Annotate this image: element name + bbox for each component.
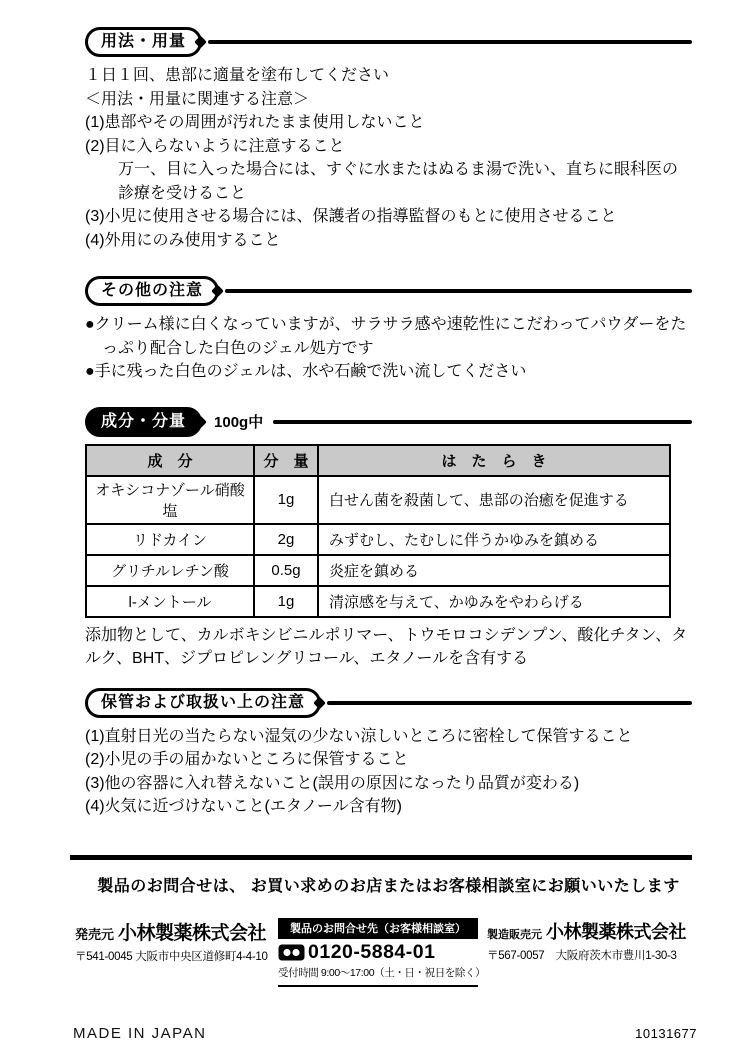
ingredient-function: 清涼感を与えて、かゆみをやわらげる	[318, 586, 670, 617]
seller-block	[75, 918, 275, 987]
table-row	[86, 586, 670, 617]
header-rule	[225, 289, 692, 293]
usage-note-heading: ＜用法・用量に関連する注意＞	[85, 90, 310, 108]
storage-title-badge: 保管および取扱い上の注意	[85, 688, 321, 718]
ingredient-amount: 2g	[254, 524, 318, 555]
seller-label: 発売元	[75, 926, 115, 942]
ingredient-name: オキシコナゾール硝酸塩	[86, 476, 254, 524]
usage-item-2-sub: 万一、目に入った場合には、すぐに水またはぬるま湯で洗い、直ちに眼科医の診療を受けること	[118, 161, 679, 202]
phone-number: 0120-5884-01	[308, 940, 436, 963]
seller-company-name: 小林製薬株式会社	[118, 922, 267, 944]
maker-company-name: 小林製薬株式会社	[546, 921, 686, 942]
ingredient-amount: 1g	[254, 586, 318, 617]
col-header-function: は た ら き	[318, 445, 670, 476]
other-notes-bullet-1: ●クリーム様に白くなっていますが、サラサラ感や速乾性にこだわってパウダーをたっぷり配合した白色のジェル処方です	[85, 316, 687, 357]
section-header-ingredients	[85, 408, 692, 436]
seller-address: 〒541-0045 大阪市中央区道修町4-4-10	[75, 950, 268, 963]
table-row	[86, 476, 670, 524]
usage-item-2: (2)目に入らないように注意すること	[85, 137, 345, 155]
col-header-amount: 分 量	[254, 445, 318, 476]
maker-block	[487, 918, 707, 987]
storage-item-2: (2)小児の手の届かないところに保管すること	[85, 751, 409, 768]
customer-service-title: 製品のお問合せ先（お客様相談室）	[278, 918, 478, 939]
ingredient-function: みずむし、たむしに伴うかゆみを鎮める	[318, 524, 670, 555]
usage-title-badge: 用法・用量	[85, 27, 202, 57]
storage-item-1: (1)直射日光の当たらない湿気の少ない涼しいところに密栓して保管すること	[85, 727, 633, 745]
usage-item-4: (4)外用にのみ使用すること	[85, 231, 281, 249]
usage-intro: １日１回、患部に適量を塗布してください	[85, 67, 390, 84]
ingredient-name: l-メントール	[86, 586, 254, 617]
storage-item-3: (3)他の容器に入れ替えないこと(誤用の原因になったり品質が変わる)	[85, 774, 580, 792]
other-notes-title-badge: その他の注意	[85, 276, 219, 306]
maker-label: 製造販売元	[487, 928, 542, 941]
col-header-ingredient: 成 分	[86, 445, 254, 476]
ingredient-function: 炎症を鎮める	[318, 555, 670, 586]
inquiry-notice: 製品のお問合せは、 お買い求めのお店またはお客様相談室にお願いいたします	[97, 877, 680, 895]
lot-code: 10131677	[635, 1025, 697, 1041]
ingredients-basis: 100g中	[214, 414, 264, 431]
ingredients-table	[85, 444, 671, 618]
table-row	[86, 555, 670, 586]
freedial-phone-icon	[278, 944, 305, 961]
header-rule	[327, 701, 692, 705]
header-rule	[208, 40, 692, 44]
ingredients-title-badge: 成分・分量	[85, 407, 202, 437]
section-header-storage	[85, 689, 692, 717]
customer-service-block	[278, 918, 486, 987]
ingredient-name: グリチルレチン酸	[86, 555, 254, 586]
section-header-other-notes	[85, 277, 692, 305]
additives-note: 添加物として、カルボキシビニルポリマー、トウモロコシデンプン、酸化チタン、タルク、BHT、ジプロピレングリコール、エタノールを含有する	[85, 626, 688, 667]
usage-item-1: (1)患部やその周囲が汚れたまま使用しないこと	[85, 114, 425, 131]
ingredient-function: 白せん菌を殺菌して、患部の治癒を促進する	[318, 476, 670, 524]
table-row	[86, 524, 670, 555]
usage-item-3: (3)小児に使用させる場合には、保護者の指導監督のもとに使用させること	[85, 208, 617, 225]
ingredient-amount: 0.5g	[254, 555, 318, 586]
label-document	[73, 28, 697, 1042]
ingredient-name: リドカイン	[86, 524, 254, 555]
made-in-label: MADE IN JAPAN	[73, 1024, 207, 1042]
ingredient-amount: 1g	[254, 476, 318, 524]
header-rule	[273, 420, 692, 424]
divider-rule	[70, 855, 692, 860]
footer	[73, 1025, 697, 1042]
storage-item-4: (4)火気に近づけないこと(エタノール含有物)	[85, 798, 402, 815]
maker-address: 〒567-0057 大阪府茨木市豊川1-30-3	[487, 949, 677, 962]
section-header-usage	[85, 28, 692, 56]
service-hours: 受付時間 9:00～17:00（土・日・祝日を除く）	[278, 966, 486, 979]
table-header-row	[86, 445, 670, 476]
other-notes-bullet-2: ●手に残った白色のジェルは、水や石鹸で洗い流してください	[85, 363, 527, 380]
contact-strip	[75, 918, 707, 987]
